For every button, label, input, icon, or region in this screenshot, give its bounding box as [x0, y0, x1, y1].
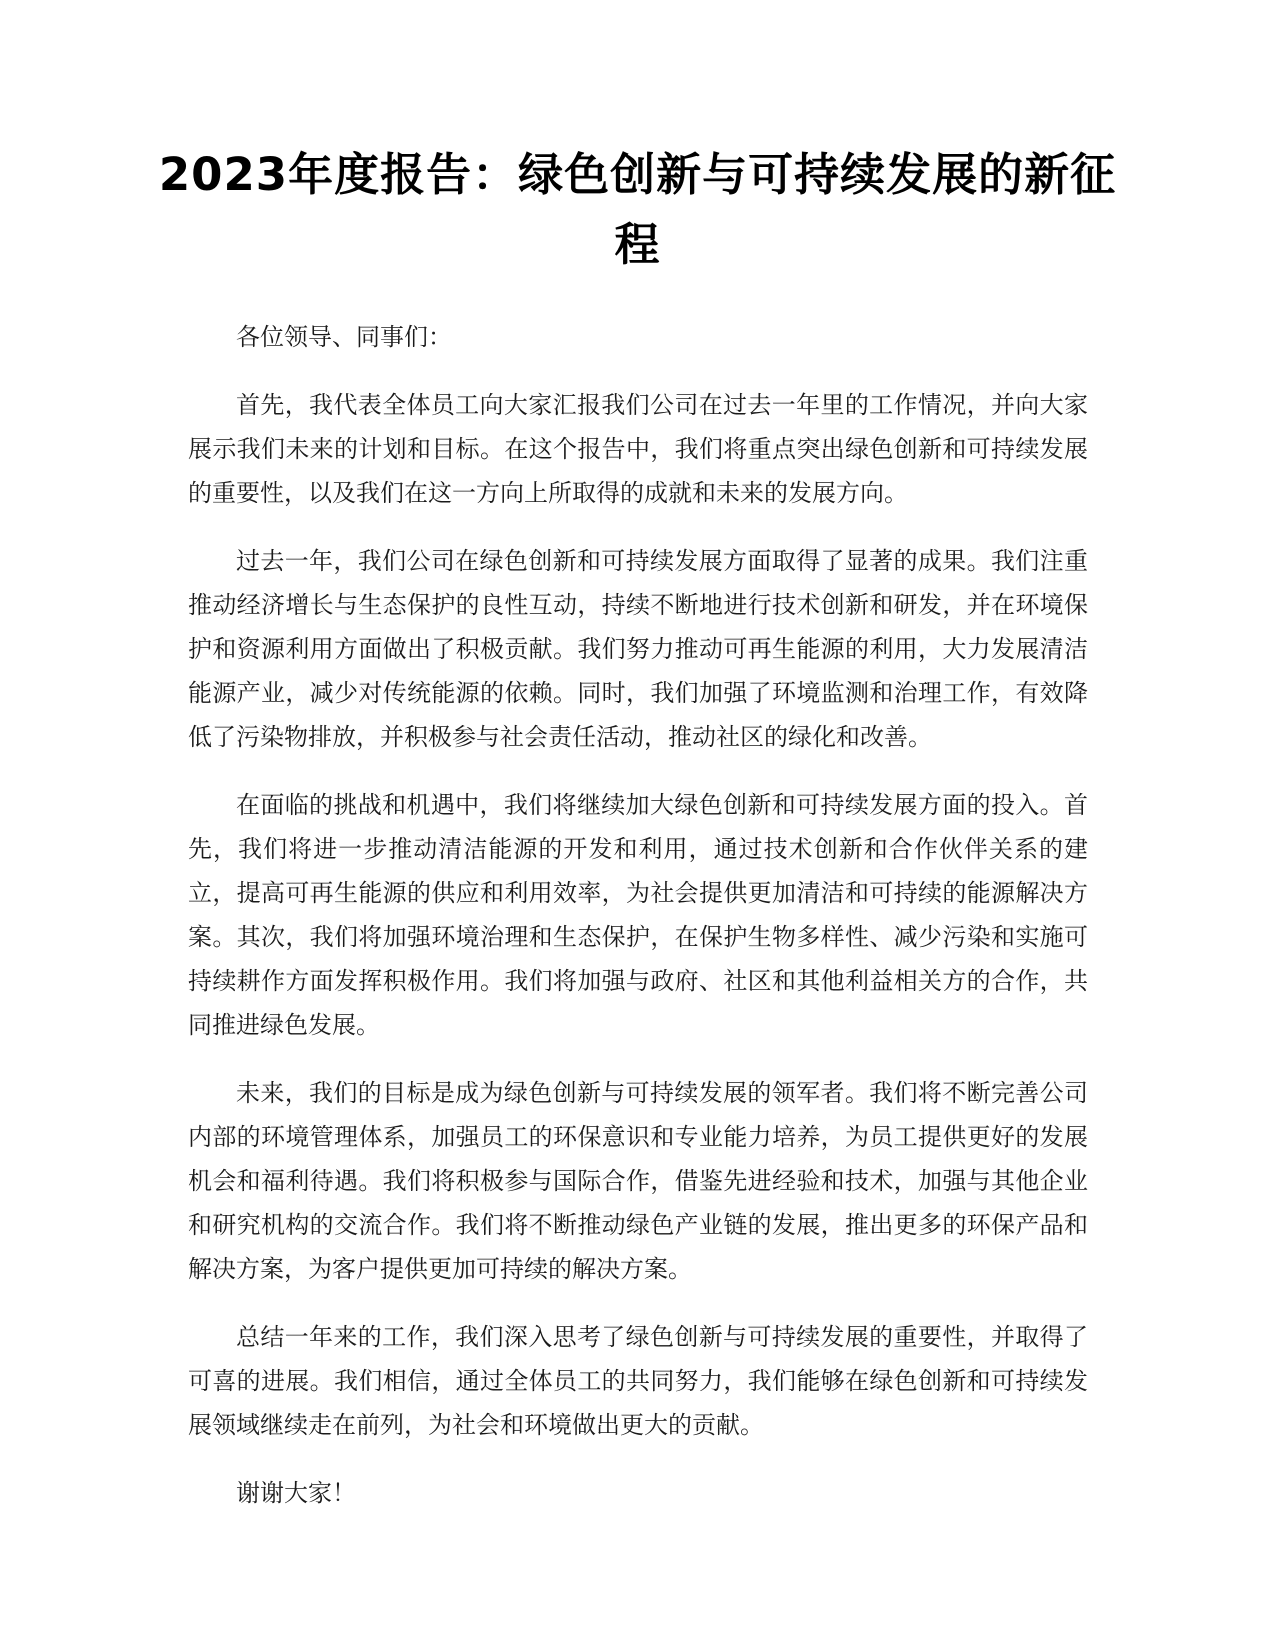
paragraph-achievements: 过去一年，我们公司在绿色创新和可持续发展方面取得了显著的成果。我们注重推动经济增长与生态保护的良性互动，持续不断地进行技术创新和研发，并在环境保护和资源利用方面做出了积极贡献。我们努力推动可再生能源的利用，大力发展清洁能源产业，减少对传统能源的依赖。同时，我们加强了环境监测和治理工作，有效降低了污染物排放，并积极参与社会责任活动，推动社区的绿化和改善。 [188, 547, 1088, 751]
paragraph-plans: 在面临的挑战和机遇中，我们将继续加大绿色创新和可持续发展方面的投入。首先，我们将进一步推动清洁能源的开发和利用，通过技术创新和合作伙伴关系的建立，提高可再生能源的供应和利用效率，为社会提供更加清洁和可持续的能源解决方案。其次，我们将加强环境治理和生态保护，在保护生物多样性、减少污染和实施可持续耕作方面发挥积极作用。我们将加强与政府、社区和其他利益相关方的合作，共同推进绿色发展。 [188, 791, 1088, 1039]
paragraph-summary: 总结一年来的工作，我们深入思考了绿色创新与可持续发展的重要性，并取得了可喜的进展。我们相信，通过全体员工的共同努力，我们能够在绿色创新和可持续发展领域继续走在前列，为社会和环境做出更大的贡献。 [188, 1323, 1088, 1439]
paragraph-intro: 首先，我代表全体员工向大家汇报我们公司在过去一年里的工作情况，并向大家展示我们未来的计划和目标。在这个报告中，我们将重点突出绿色创新和可持续发展的重要性，以及我们在这一方向上所取得的成就和未来的发展方向。 [188, 391, 1088, 507]
salutation: 各位领导、同事们： [236, 323, 452, 351]
paragraph-goals: 未来，我们的目标是成为绿色创新与可持续发展的领军者。我们将不断完善公司内部的环境管理体系，加强员工的环保意识和专业能力培养，为员工提供更好的发展机会和福利待遇。我们将积极参与国际合作，借鉴先进经验和技术，加强与其他企业和研究机构的交流合作。我们将不断推动绿色产业链的发展，推出更多的环保产品和解决方案，为客户提供更加可持续的解决方案。 [188, 1079, 1088, 1283]
closing: 谢谢大家！ [236, 1479, 356, 1507]
document-title: 2023年度报告：绿色创新与可持续发展的新征程 [158, 148, 1117, 271]
document-body [188, 315, 1088, 1539]
